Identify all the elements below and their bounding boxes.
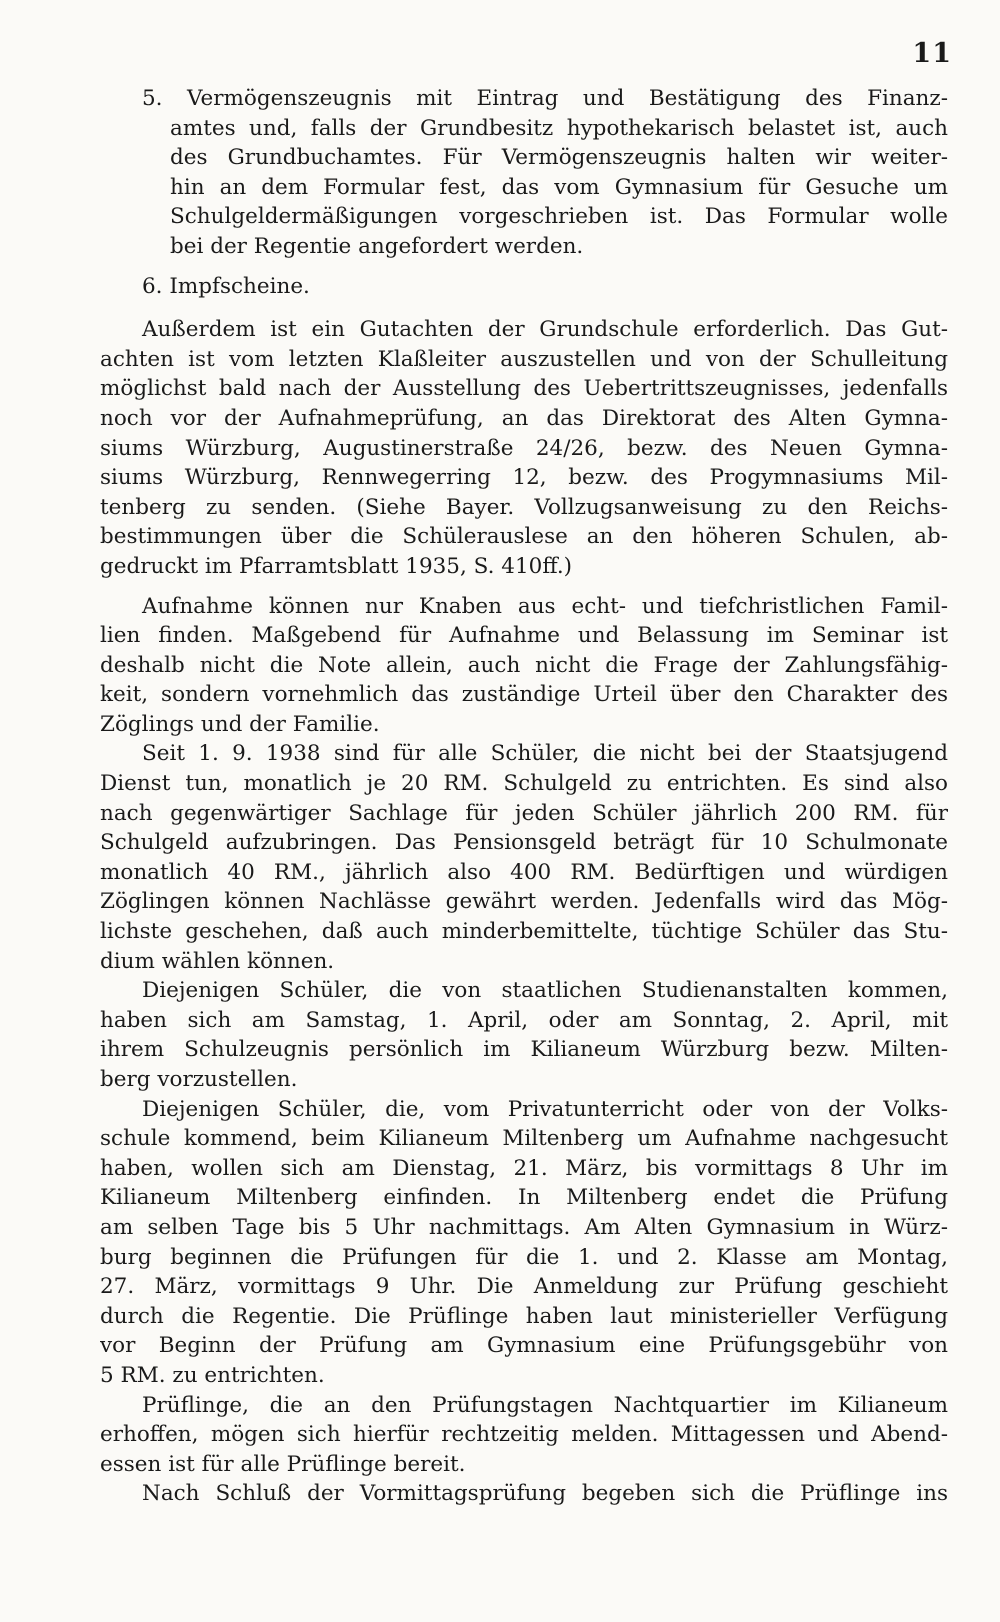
text-line: haben, wollen sich am Dienstag, 21. März, bis vormittags 8 Uhr im xyxy=(100,1155,948,1181)
document-body xyxy=(100,84,948,1509)
text-line: Schulgeldermäßigungen vorgeschrieben ist. Das Formular wolle xyxy=(170,204,948,230)
text-line: keit, sondern vornehmlich das zuständige Urteil über den Charakter des xyxy=(100,682,948,708)
text-line: am selben Tage bis 5 Uhr nachmittags. Am Alten Gymnasium in Würz- xyxy=(100,1214,948,1240)
text-line: Außerdem ist ein Gutachten der Grundschule erforderlich. Das Gut- xyxy=(142,317,948,343)
text-line: schule kommend, beim Kilianeum Miltenberg um Aufnahme nachgesucht xyxy=(100,1126,948,1152)
text-line: bei der Regentie angefordert werden. xyxy=(170,233,584,259)
text-line: deshalb nicht die Note allein, auch nicht die Frage der Zahlungsfähig- xyxy=(100,652,948,678)
text-line: gedruckt im Pfarramtsblatt 1935, S. 410ff.) xyxy=(100,553,573,579)
text-line: Diejenigen Schüler, die, vom Privatunterricht oder von der Volks- xyxy=(142,1096,948,1122)
text-line: 6. Impfscheine. xyxy=(142,273,310,299)
text-line: tenberg zu senden. (Siehe Bayer. Vollzugsanweisung zu den Reichs- xyxy=(100,494,948,520)
text-line: 5. Vermögenszeugnis mit Eintrag und Bestätigung des Finanz- xyxy=(142,86,948,111)
text-line: monatlich 40 RM., jährlich also 400 RM. Bedürftigen und würdigen xyxy=(100,859,948,885)
text-line: des Grundbuchamtes. Für Vermögenszeugnis halten wir weiter- xyxy=(170,145,948,171)
text-line: siums Würzburg, Augustinerstraße 24/26, bezw. des Neuen Gymna- xyxy=(100,435,948,461)
text-line: Nach Schluß der Vormittagsprüfung begeben sich die Prüflinge ins xyxy=(142,1481,948,1507)
text-line: dium wählen können. xyxy=(100,948,335,974)
text-line: Prüflinge, die an den Prüfungstagen Nachtquartier im Kilianeum xyxy=(142,1392,948,1418)
text-line: Diejenigen Schüler, die von staatlichen Studienanstalten kommen, xyxy=(142,978,948,1004)
text-line: Schulgeld aufzubringen. Das Pensionsgeld beträgt für 10 Schulmonate xyxy=(100,830,948,856)
text-line: achten ist vom letzten Klaßleiter auszustellen und von der Schulleitung xyxy=(100,346,948,372)
text-line: hin an dem Formular fest, das vom Gymnasium für Gesuche um xyxy=(170,174,948,200)
page-number: 11 xyxy=(912,38,952,69)
text-line: 5 RM. zu entrichten. xyxy=(100,1362,325,1388)
text-line: durch die Regentie. Die Prüflinge haben laut ministerieller Verfügung xyxy=(100,1303,948,1329)
text-line: haben sich am Samstag, 1. April, oder am Sonntag, 2. April, mit xyxy=(100,1007,948,1033)
text-line: noch vor der Aufnahmeprüfung, an das Direktorat des Alten Gymna- xyxy=(100,405,948,431)
text-line: Seit 1. 9. 1938 sind für alle Schüler, die nicht bei der Staatsjugend xyxy=(142,741,948,767)
text-line: lichste geschehen, daß auch minderbemittelte, tüchtige Schüler das Stu- xyxy=(100,919,948,945)
text-line: berg vorzustellen. xyxy=(100,1067,298,1092)
text-line: vor Beginn der Prüfung am Gymnasium eine Prüfungsgebühr von xyxy=(100,1333,948,1359)
text-line: Dienst tun, monatlich je 20 RM. Schulgeld zu entrichten. Es sind also xyxy=(100,771,948,797)
text-line: 27. März, vormittags 9 Uhr. Die Anmeldung zur Prüfung geschieht xyxy=(100,1274,948,1300)
text-line: Aufnahme können nur Knaben aus echt- und tiefchristlichen Famil- xyxy=(142,593,948,619)
text-line: essen ist für alle Prüflinge bereit. xyxy=(100,1451,466,1477)
text-line: möglichst bald nach der Ausstellung des Uebertrittszeugnisses, jedenfalls xyxy=(100,376,948,402)
text-line: Kilianeum Miltenberg einfinden. In Miltenberg endet die Prüfung xyxy=(100,1185,948,1211)
text-line: bestimmungen über die Schülerauslese an den höheren Schulen, ab- xyxy=(100,524,948,550)
text-line: Zöglingen können Nachlässe gewährt werden. Jedenfalls wird das Mög- xyxy=(100,889,948,915)
text-line: siums Würzburg, Rennwegerring 12, bezw. des Progymnasiums Mil- xyxy=(100,465,948,491)
text-line: amtes und, falls der Grundbesitz hypothekarisch belastet ist, auch xyxy=(170,115,948,141)
text-line: Zöglings und der Familie. xyxy=(100,711,380,737)
text-line: erhoffen, mögen sich hierfür rechtzeitig melden. Mittagessen und Abend- xyxy=(100,1422,948,1448)
text-line: nach gegenwärtiger Sachlage für jeden Schüler jährlich 200 RM. für xyxy=(100,800,948,826)
text-line: burg beginnen die Prüfungen für die 1. und 2. Klasse am Montag, xyxy=(100,1244,948,1270)
text-line: lien finden. Maßgebend für Aufnahme und Belassung im Seminar ist xyxy=(100,623,948,649)
text-line: ihrem Schulzeugnis persönlich im Kilianeum Würzburg bezw. Milten- xyxy=(100,1037,948,1063)
